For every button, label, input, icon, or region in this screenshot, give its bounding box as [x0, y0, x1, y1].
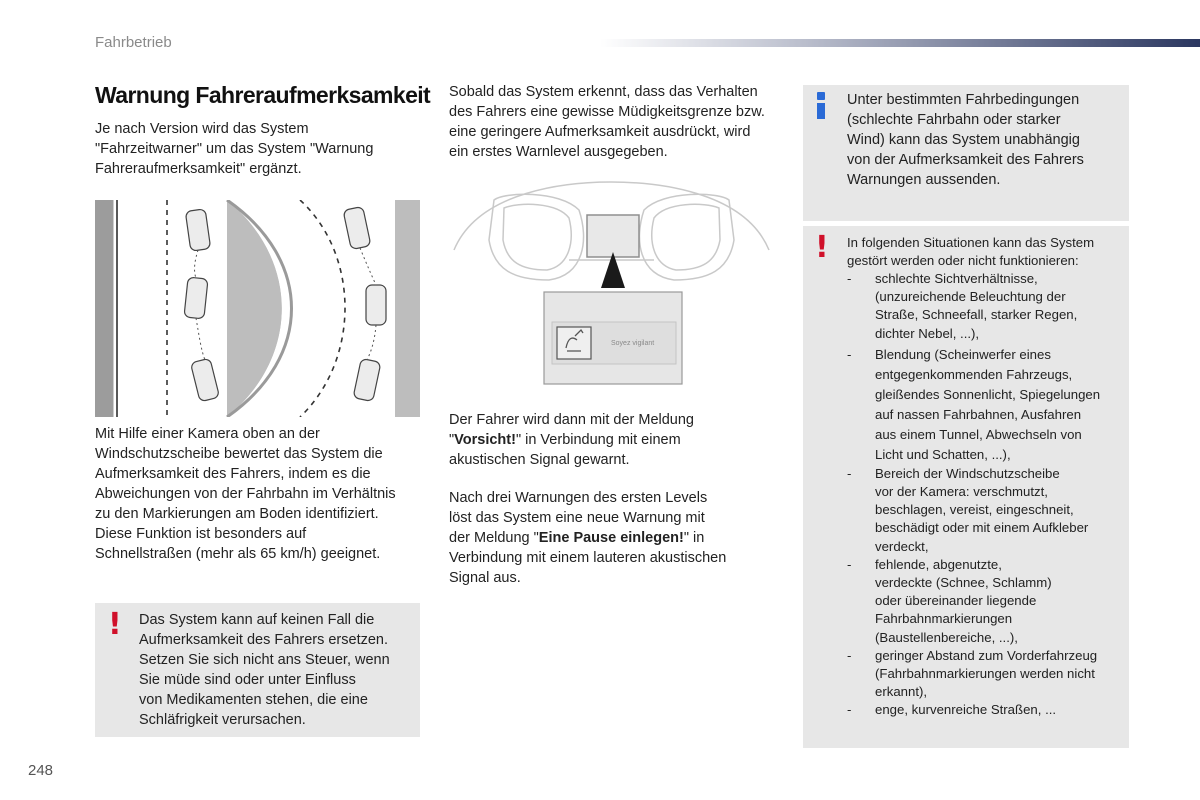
page-number: 248: [28, 762, 54, 779]
warning-icon: !: [815, 230, 829, 265]
list-item: - fehlende, abgenutzte, verdeckte (Schnee, Schlamm) oder übereinander liegende Fahrbahnmarkierungen (Baustellenbereiche, ...),: [847, 556, 1052, 645]
middle-message-paragraph: Der Fahrer wird dann mit der Meldung "Vorsicht!" in Verbindung mit einem akustischen Signal gewarnt.: [449, 412, 694, 468]
info-box-text: Unter bestimmten Fahrbedingungen (schlechte Fahrbahn oder starker Wind) kann das System unabhängig von der Aufmerksamkeit des Fahrers Warnungen aussenden.: [847, 92, 1084, 188]
right-warning-intro: In folgenden Situationen kann das System gestört werden oder nicht funktionieren:: [847, 235, 1095, 269]
list-item: - schlechte Sichtverhältnisse, (unzureichende Beleuchtung der Straße, Schneefall, starker Regen, dichter Nebel, ...),: [847, 271, 1078, 341]
middle-second-paragraph: Nach drei Warnungen des ersten Levels löst das System eine neue Warnung mit der Meldung "Eine Pause einlegen!" in Verbindung mit einem lauteren akustischen Signal aus.: [449, 490, 727, 586]
section-header: Fahrbetrieb: [95, 34, 172, 51]
list-item: - Bereich der Windschutzscheibe vor der Kamera: verschmutzt, beschlagen, vereist, eingeschneit, beschädigt oder mit einem Aufkleber verdeckt,: [847, 465, 1089, 554]
intro-paragraph: Je nach Version wird das System "Fahrzeitwarner" um das System "Warnung Fahreraufmerksamkeit" ergänzt.: [95, 121, 374, 177]
page-title: Warnung Fahreraufmerksamkeit: [95, 82, 431, 108]
list-item: - enge, kurvenreiche Straßen, ...: [847, 702, 1057, 718]
lane-drift-illustration: [95, 200, 420, 417]
cluster-message-text: Soyez vigilant: [611, 340, 655, 347]
header-gradient-bar: [600, 39, 1200, 47]
coffee-cup-icon: [557, 327, 591, 359]
list-item: - geringer Abstand zum Vorderfahrzeug (Fahrbahnmarkierungen werden nicht erkannt),: [847, 647, 1098, 700]
left-warning-text: Das System kann auf keinen Fall die Aufmerksamkeit des Fahrers ersetzen. Setzen Sie sich nicht ans Steuer, wenn Sie müde sind oder unter Einfluss von Medikamenten stehen, die eine Schläfrigkeit verursachen.: [139, 612, 390, 728]
instrument-cluster-illustration: [449, 180, 774, 390]
conditions-list: [847, 270, 1132, 720]
camera-paragraph: Mit Hilfe einer Kamera oben an der Windschutzscheibe bewertet das System die Aufmerksamkeit des Fahrers, indem es die Abweichungen von der Fahrbahn im Verhältnis zu den Markierungen am Boden identifiziert. Diese Funktion ist besonders auf Schnellstraßen (mehr als 65 km/h) geeignet.: [95, 426, 396, 562]
warning-icon: !: [108, 607, 122, 642]
list-item: - Blendung (Scheinwerfer eines entgegenkommenden Fahrzeugs, gleißendes Sonnenlicht, Spiegelungen auf nassen Fahrbahnen, Ausfahren aus einem Tunnel, Abwechseln von Licht und Schatten, ...),: [847, 346, 1101, 462]
info-icon: [817, 92, 825, 119]
middle-top-paragraph: Sobald das System erkennt, dass das Verhalten des Fahrers eine gewisse Müdigkeitsgrenze bzw. eine geringere Aufmerksamkeit ausdrückt, wird ein erstes Warnlevel ausgegeben.: [449, 84, 765, 160]
